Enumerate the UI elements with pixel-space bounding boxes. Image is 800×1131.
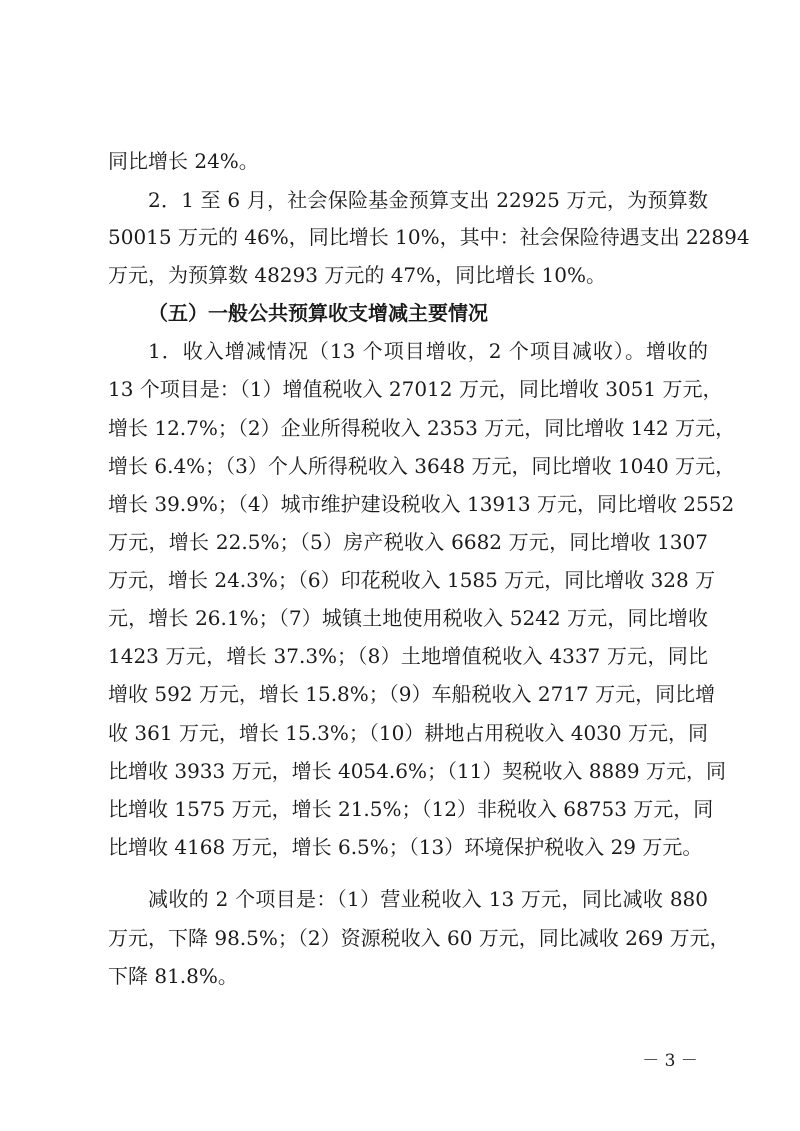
text-line: 万元，增长 22.5%；（5）房产税收入 6682 万元，同比增收 1307 [108, 530, 708, 554]
page-number: － 3 － [642, 1051, 698, 1071]
text-line: 1．收入增减情况（13 个项目增收，2 个项目减收）。增收的 [148, 339, 708, 363]
text-line: 万元，增长 24.3%；（6）印花税收入 1585 万元，同比增收 328 万 [108, 568, 716, 592]
text-line: 增收 592 万元，增长 15.8%；（9）车船税收入 2717 万元，同比增 [108, 682, 716, 706]
text-line: 13 个项目是：（1）增值税收入 27012 万元，同比增收 3051 万元， [108, 377, 723, 401]
text-line: 比增收 3933 万元，增长 4054.6%；（11）契税收入 8889 万元，同 [108, 759, 727, 783]
text-line: 收 361 万元，增长 15.3%；（10）耕地占用税收入 4030 万元，同 [108, 721, 708, 745]
text-line: 万元，下降 98.5%；（2）资源税收入 60 万元，同比减收 269 万元， [108, 926, 730, 950]
text-line: 同比增长 24%。 [108, 149, 259, 173]
text-line: 比增收 4168 万元，增长 6.5%；（13）环境保护税收入 29 万元。 [108, 835, 703, 859]
text-line: 减收的 2 个项目是：（1）营业税收入 13 万元，同比减收 880 [148, 887, 708, 911]
text-line: 1423 万元，增长 37.3%；（8）土地增值税收入 4337 万元，同比 [108, 644, 708, 668]
text-line: 增长 6.4%；（3）个人所得税收入 3648 万元，同比增收 1040 万元， [108, 454, 736, 478]
section-heading: （五）一般公共预算收支增减主要情况 [148, 301, 488, 325]
text-line: 2．1 至 6 月，社会保险基金预算支出 22925 万元，为预算数 [148, 188, 708, 212]
text-line: 下降 81.8%。 [108, 964, 238, 988]
text-line: 比增收 1575 万元，增长 21.5%；（12）非税收入 68753 万元，同 [108, 797, 714, 821]
text-line: 50015 万元的 46%，同比增长 10%，其中：社会保险待遇支出 22894 [108, 225, 750, 249]
text-line: 万元，为预算数 48293 万元的 47%，同比增长 10%。 [108, 263, 606, 287]
text-line: 元，增长 26.1%；（7）城镇土地使用税收入 5242 万元，同比增收 [108, 606, 708, 630]
text-line: 增长 12.7%；（2）企业所得税收入 2353 万元，同比增收 142 万元， [108, 416, 736, 440]
text-line: 增长 39.9%；（4）城市维护建设税收入 13913 万元，同比增收 2552 [108, 492, 735, 516]
